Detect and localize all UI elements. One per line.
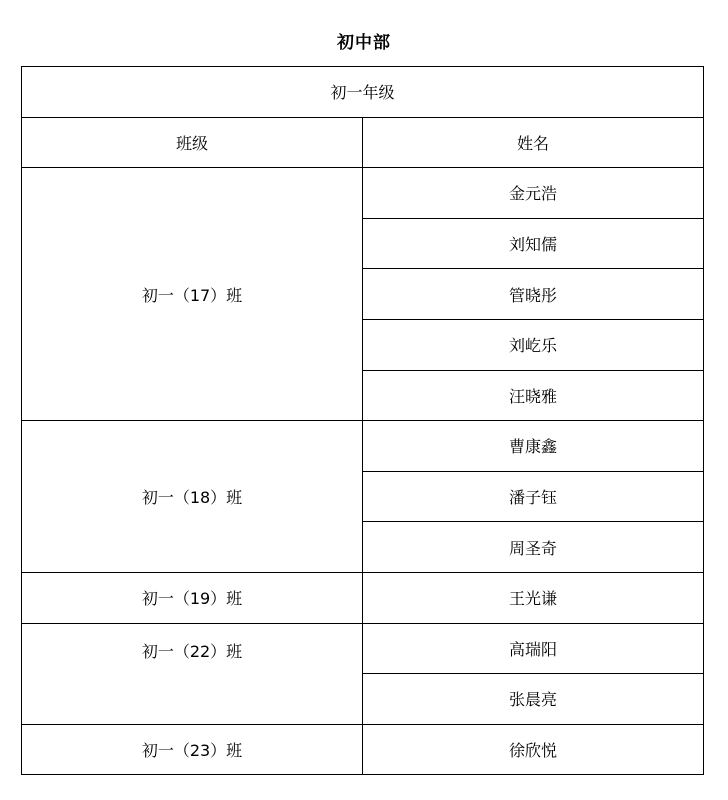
table-row xyxy=(22,572,704,623)
student-cell: 王光谦 xyxy=(363,572,704,623)
student-cell: 张晨亮 xyxy=(363,674,704,725)
student-cell: 高瑞阳 xyxy=(363,623,704,674)
name-header: 姓名 xyxy=(363,117,704,168)
table-row xyxy=(22,168,704,219)
student-cell: 管晓彤 xyxy=(363,269,704,320)
student-cell: 潘子钰 xyxy=(363,471,704,522)
student-cell: 曹康鑫 xyxy=(363,421,704,472)
student-cell: 刘屹乐 xyxy=(363,319,704,370)
student-cell: 金元浩 xyxy=(363,168,704,219)
class-cell: 初一（18）班 xyxy=(22,421,363,573)
student-cell: 刘知儒 xyxy=(363,218,704,269)
student-cell: 汪晓雅 xyxy=(363,370,704,421)
table-row xyxy=(22,421,704,472)
class-cell: 初一（19）班 xyxy=(22,572,363,623)
document-title: 初中部 xyxy=(337,33,391,53)
table-row xyxy=(22,724,704,775)
grade-row xyxy=(22,67,704,118)
student-roster-table xyxy=(21,66,704,775)
header-row xyxy=(22,117,704,168)
class-cell: 初一（23）班 xyxy=(22,724,363,775)
student-cell: 周圣奇 xyxy=(363,522,704,573)
class-header: 班级 xyxy=(22,117,363,168)
student-cell: 徐欣悦 xyxy=(363,724,704,775)
class-cell: 初一（17）班 xyxy=(22,168,363,421)
class-cell: 初一（22）班 xyxy=(22,623,363,724)
table-row xyxy=(22,623,704,674)
grade-cell: 初一年级 xyxy=(22,67,704,118)
